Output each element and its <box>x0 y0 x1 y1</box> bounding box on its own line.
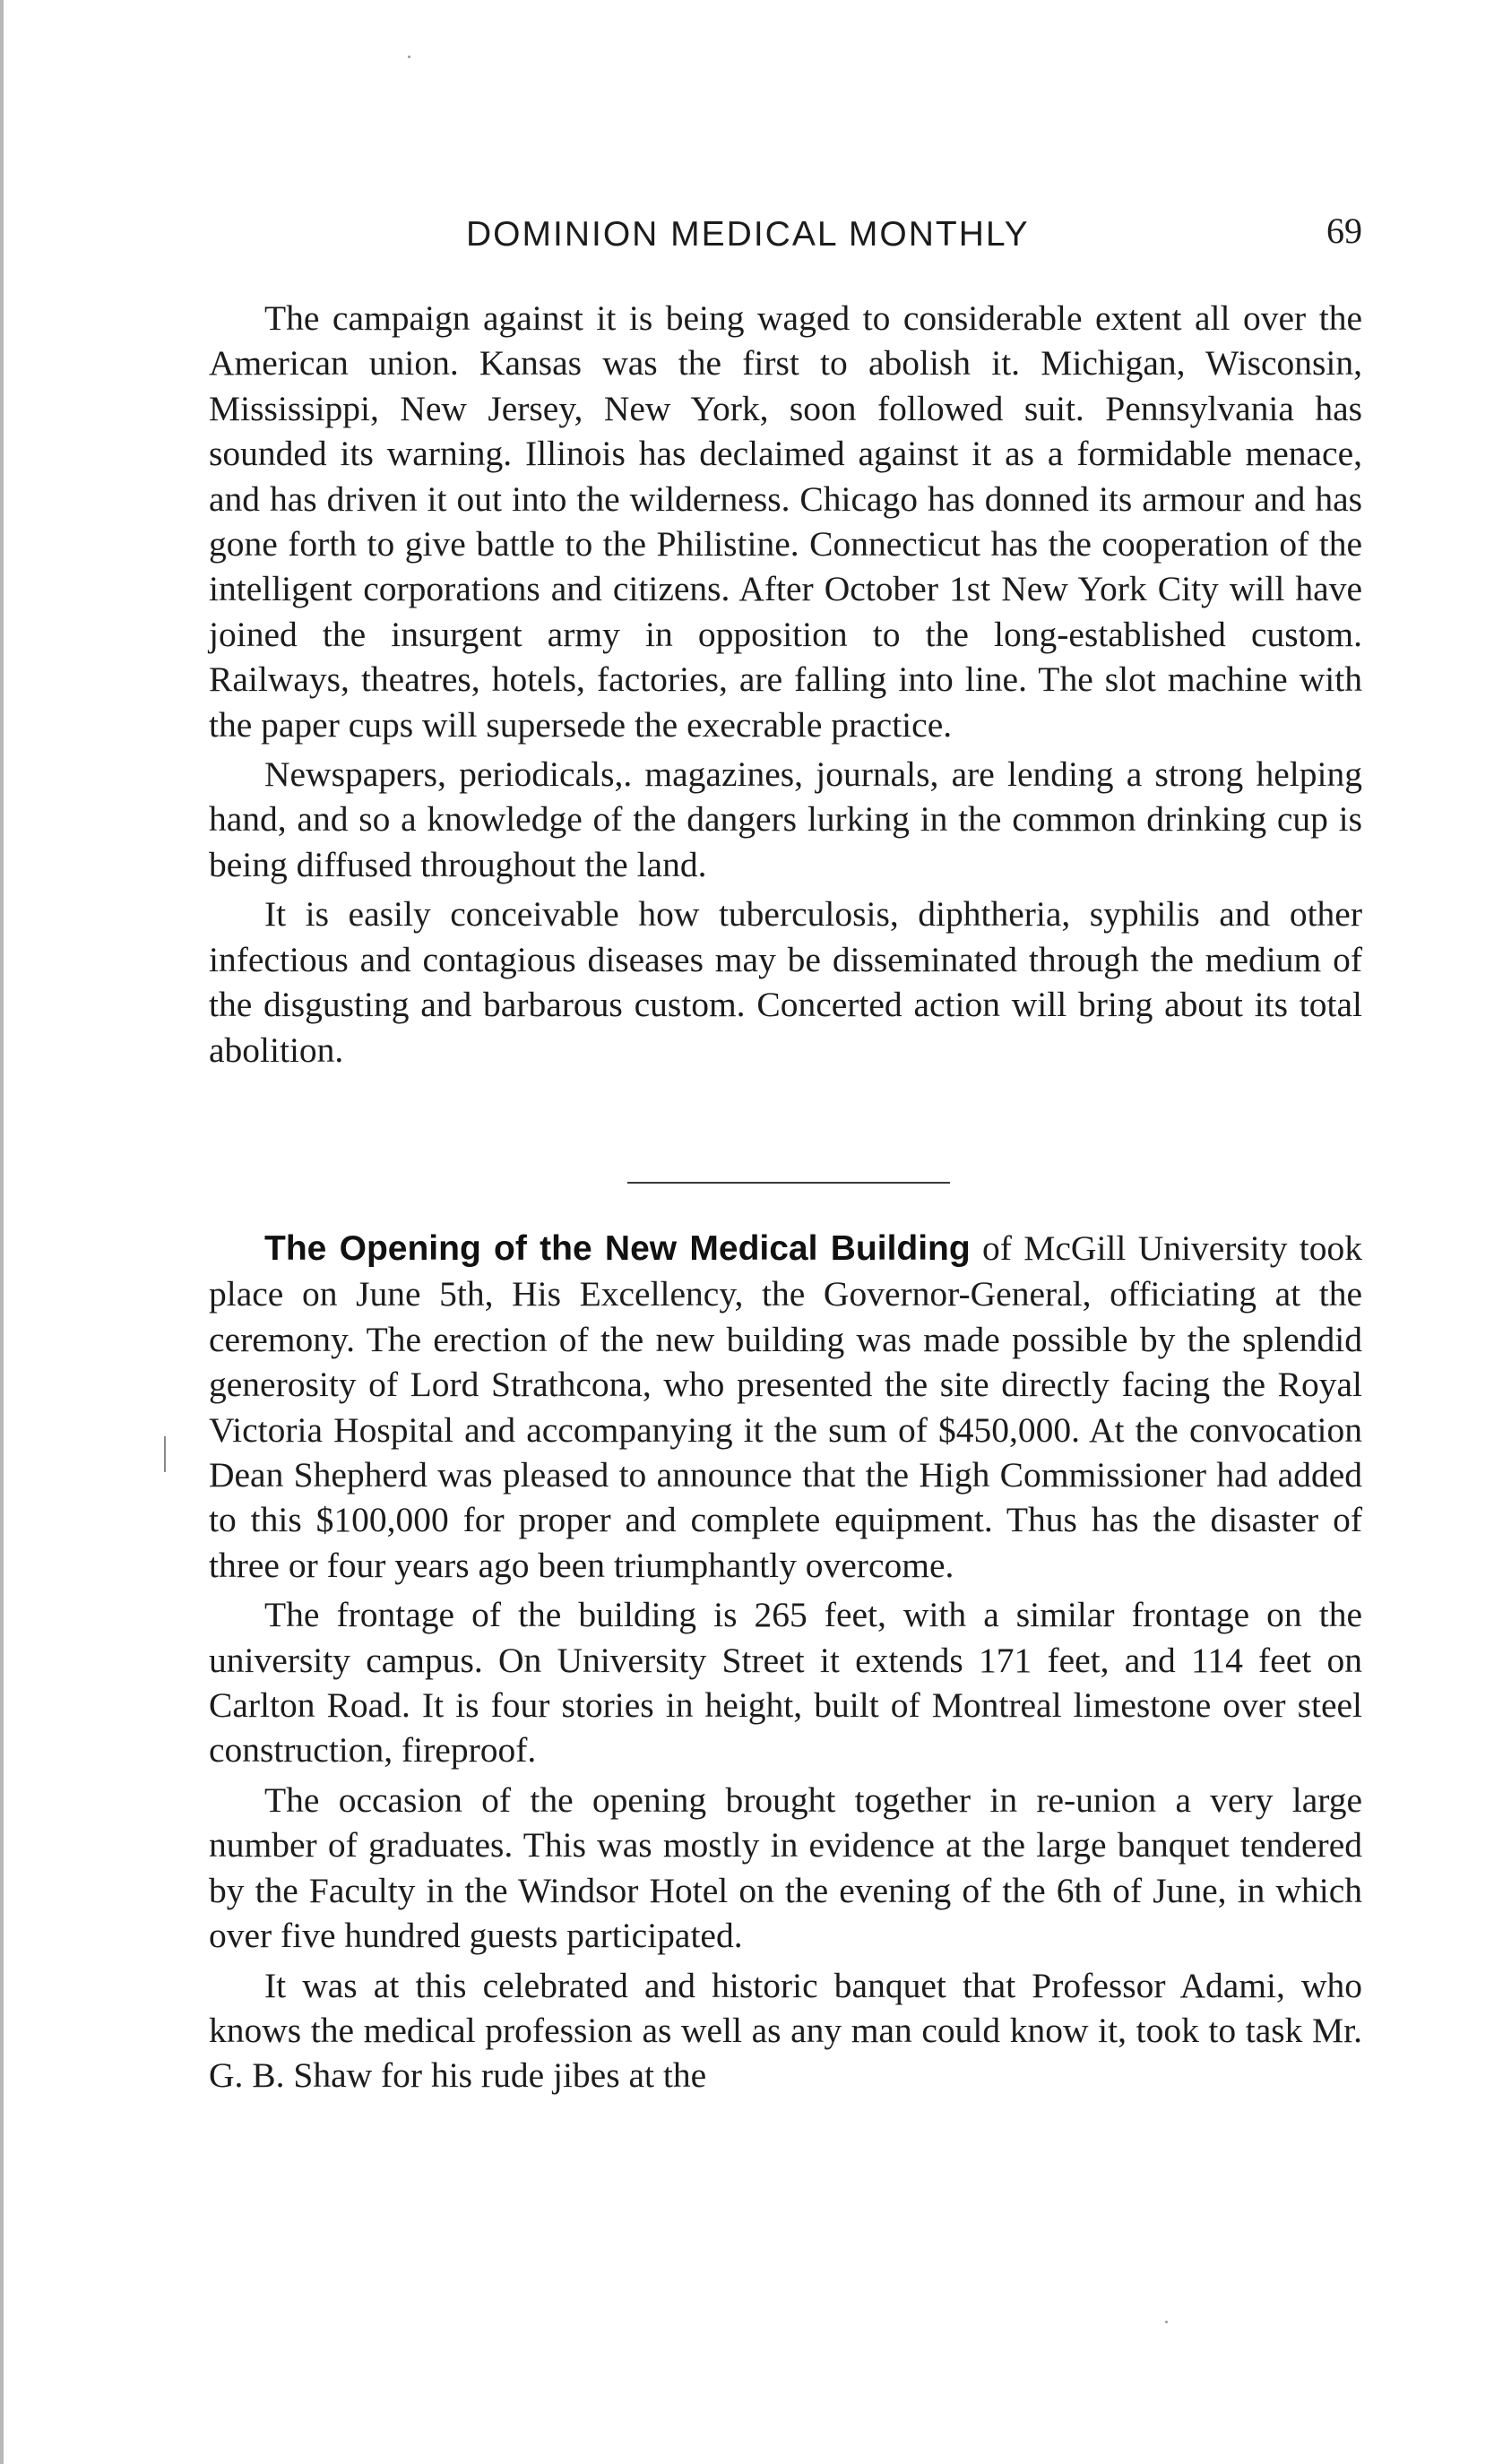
paragraph: It is easily conceivable how tuberculosis, diphtheria, syphilis and other infectious and contagious diseases may be disseminated through the medium of the disgusting and barbarous custom. Concerted action will bring about its total abolition. <box>209 894 1362 1070</box>
margin-mark <box>164 1436 166 1472</box>
paragraph-text: of McGill University took place on June 5th, His Excellency, the Governor-General, officiating at the ceremony. The erection of the new building was made possible by the splendid generosity of Lord Strathcona, who presented the site directly facing the Royal Victoria Hospital and accompanying it the sum of $450,000. At the convocation Dean Shepherd was pleased to announce that the High Commissioner had added to this $100,000 for proper and complete equipment. Thus has the disaster of three or four years ago been triumphantly overcome. <box>209 1228 1362 1585</box>
scan-speck <box>1165 2321 1168 2323</box>
scan-speck <box>408 56 410 58</box>
paragraph-with-heading <box>209 1226 1362 1588</box>
page-header <box>206 211 1362 278</box>
paragraph: The occasion of the opening brought together in re-union a very large number of graduates. This was mostly in evidence at the large banquet tendered by the Faculty in the Windsor Hotel on the evening of the 6th of June, in which over five hundred guests participated. <box>209 1779 1362 1956</box>
running-title: DOMINION MEDICAL MONTHLY <box>466 215 1030 254</box>
paragraph: The campaign against it is being waged to considerable extent all over the American union. Kansas was the first to abolish it. Michigan, Wisconsin, Mississippi, New Jersey, New York, soon followed suit. Pennsylvania has sounded its warning. Illinois has declaimed against it as a formidable menace, and has driven it out into the wilderness. Chicago has donned its armour and has gone forth to give battle to the Philistine. Connecticut has the cooperation of the intelligent corporations and citizens. After October 1st New York City will have joined the insurgent army in opposition to the long-established custom. Railways, theatres, hotels, factories, are falling into line. The slot machine with the paper cups will supersede the execrable practice. <box>209 298 1362 745</box>
page-edge <box>0 0 4 2464</box>
section-divider <box>627 1182 950 1184</box>
article-heading: The Opening of the New Medical Building <box>264 1229 971 1268</box>
paragraph: The frontage of the building is 265 feet, with a similar frontage on the university campus. On University Street it extends 171 feet, and 114 feet on Carlton Road. It is four stories in height, built of Montreal limestone over steel construction, fireproof. <box>209 1595 1362 1770</box>
paragraph: It was at this celebrated and historic banquet that Professor Adami, who knows the medical profession as well as any man could know it, took to task Mr. G. B. Shaw for his rude jibes at the <box>209 1965 1362 2096</box>
page-number: 69 <box>1326 211 1362 251</box>
article-drinking-cup <box>209 296 1362 1077</box>
article-medical-building <box>209 1226 1362 2103</box>
paragraph: Newspapers, periodicals,. magazines, journals, are lending a strong helping hand, and so a knowledge of the dangers lurking in the common drinking cup is being diffused throughout the land. <box>209 754 1362 884</box>
